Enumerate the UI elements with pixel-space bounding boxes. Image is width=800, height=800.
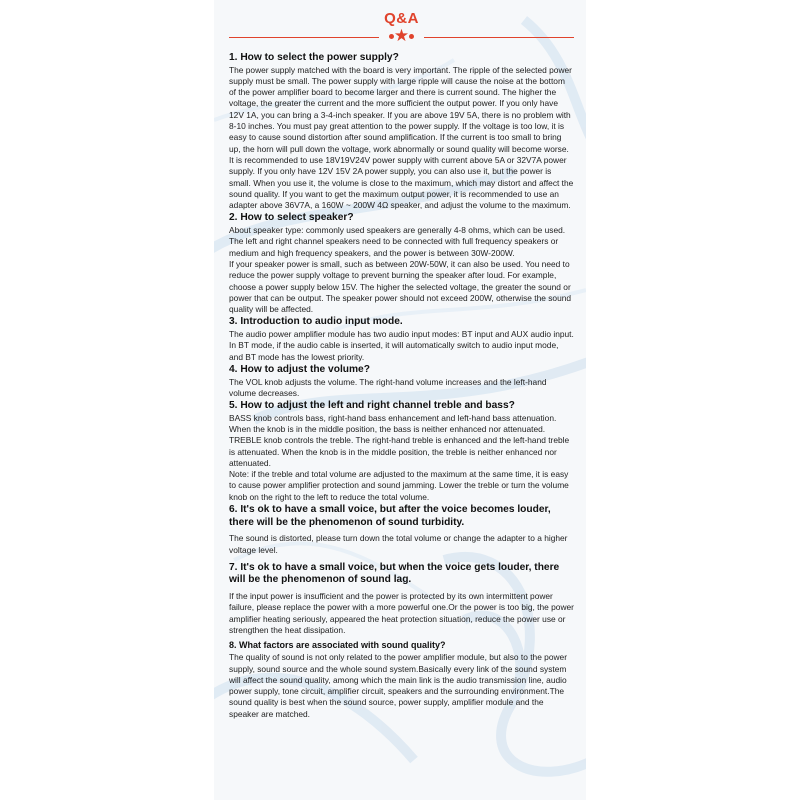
- qa-section-7: [229, 562, 574, 636]
- question-7: 7. It's ok to have a small voice, but when the voice gets louder, there will be the phenomenon of sound lag.: [229, 561, 560, 586]
- answer-5-paragraph-3: Note: if the treble and total volume are adjusted to the maximum at the same time, it is easy to cause power amplifier protection and sound jamming. Lower the treble or turn the volume knob on the right to the left to reduce the total volume.: [229, 469, 569, 502]
- qa-section-8: [229, 639, 574, 720]
- question-3: 3. Introduction to audio input mode.: [229, 316, 403, 328]
- qa-section-5: [229, 400, 574, 503]
- qa-content: [229, 0, 574, 721]
- question-6: 6. It's ok to have a small voice, but after the voice becomes louder, there will be the phenomenon of sound turbidity.: [229, 504, 551, 528]
- qa-panel: [214, 0, 586, 800]
- answer-1-paragraph-1: The power supply matched with the board is very important. The ripple of the selected power supply must be small. The power supply with large ripple will cause the noise at the bottom of the power amplifier board to become larger and there is current sound. The higher the voltage, the greater the current and the more sufficient the output power. If you only have 12V 1A, you can bring a 3-4-inch speaker. If you are above 19V 5A, there is no problem with 8-10 inches. You must pay great attention to the power supply. If the voltage is too low, it is easy to cause sound distortion after sound amplification. If the current is too small to bring up, the horn will pull down the voltage, work abnormally or sound quality will become worse.: [229, 64, 572, 154]
- title-block: [229, 0, 574, 48]
- title-divider-right: [424, 37, 574, 38]
- qa-section-2: [229, 212, 574, 315]
- answer-2-paragraph-1: About speaker type: commonly used speakers are generally 4-8 ohms, which can be used. The left and right channel speakers need to be connected with full frequency speakers or medium and high frequency speakers, and the power is between 30W-200W.: [229, 225, 566, 258]
- question-1: 1. How to select the power supply?: [229, 52, 399, 63]
- answer-7-paragraph-1: If the input power is insufficient and the power is protected by its own intermittent power failure, please replace the power with a more powerful one.Or the power is too big, the power amplifier heating seriously, appeared the heat protection situation, reduce the power use or strengthen the heat dissipation.: [229, 591, 574, 635]
- title-divider-left: [229, 37, 379, 38]
- answer-4-paragraph-1: The VOL knob adjusts the volume. The right-hand volume increases and the left-hand volume decreases.: [229, 376, 547, 398]
- question-4: 4. How to adjust the volume?: [229, 363, 370, 375]
- qa-section-6: [229, 504, 574, 556]
- qa-section-4: [229, 364, 574, 399]
- question-2: 2. How to select speaker?: [229, 212, 354, 224]
- answer-2-paragraph-2: If your speaker power is small, such as between 20W-50W, it can also be used. You need to reduce the power supply voltage to prevent burning the speaker after loud. For example, choose a power supply below 15V. The higher the selected voltage, the greater the sound or power that can be output. The speaker power should not exceed 200W, otherwise the sound quality will be affected.: [229, 258, 572, 315]
- answer-8-paragraph-1: The quality of sound is not only related to the power amplifier module, but also to the power supply, sound source and the whole sound system.Basically every link of the sound system will affect the sound quality, among which the main link is the audio transmission line, audio power supply, tone circuit, amplifier circuit, speakers and the surrounding environment.The sound quality is best when the sound source, power supply, amplifier module and the speaker are matched.: [229, 652, 567, 719]
- page-title: Q&A: [384, 10, 419, 27]
- question-5: 5. How to adjust the left and right channel treble and bass?: [229, 400, 515, 412]
- qa-section-1: [229, 52, 574, 211]
- title-dot-right: [409, 34, 414, 39]
- answer-1-paragraph-2: It is recommended to use 18V19V24V power supply with current above 5A or 32V7A power supply. If you only have 12V 15V 2A power supply, you can also use it, but the power is small. When you use it, the volume is close to the maximum, which may distort and affect the sound quality. If you want to get the maximum output power, it is recommended to use an adapter above 36V7A, a 160W ~ 200W 4Ω speaker, and adjust the volume to the maximum.: [229, 154, 574, 211]
- answer-6-paragraph-1: The sound is distorted, please turn down the total volume or change the adapter to a higher voltage level.: [229, 533, 568, 555]
- answer-3-paragraph-1: The audio power amplifier module has two audio input modes: BT input and AUX audio input. In BT mode, if the audio cable is inserted, it will automatically switch to audio input mode, and BT mode has the lowest priority.: [229, 329, 574, 362]
- question-8: 8. What factors are associated with sound quality?: [229, 640, 446, 651]
- answer-5-paragraph-1: BASS knob controls bass, right-hand bass enhancement and left-hand bass attenuation. When the knob is in the middle position, the bass is neither enhanced nor attenuated.: [229, 412, 557, 434]
- qa-section-3: [229, 316, 574, 362]
- star-icon: ★: [393, 26, 410, 45]
- answer-5-paragraph-2: TREBLE knob controls the treble. The right-hand treble is enhanced and the left-hand treble is attenuated. When the knob is in the middle position, the treble is neither enhanced nor attenuated.: [229, 435, 570, 468]
